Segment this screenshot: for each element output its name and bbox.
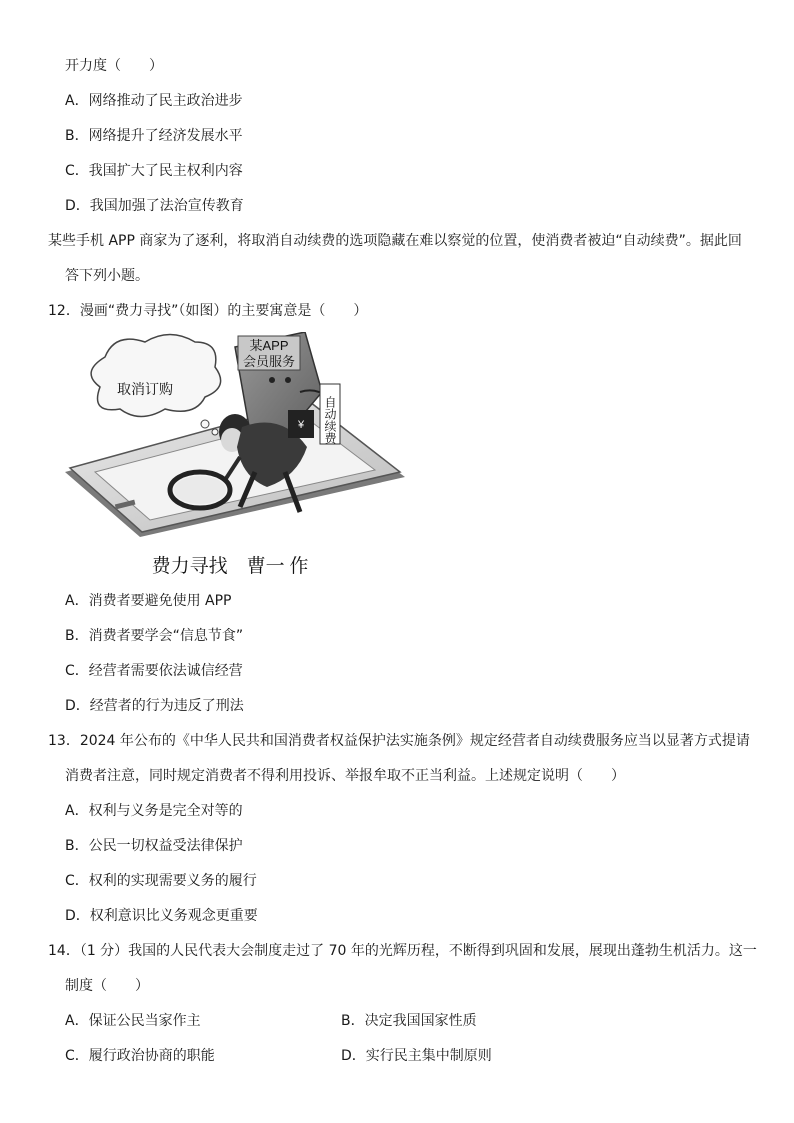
phone-label-line-1: 某APP — [249, 338, 289, 353]
q13-option-b: B．公民一切权益受法律保护 — [65, 838, 243, 854]
q11-option-d: D．我国加强了法治宣传教育 — [65, 198, 244, 214]
q14-stem-line-1: 14．（1 分）我国的人民代表大会制度走过了 70 年的光辉历程，不断得到巩固和发展，展现出蓬勃生机活力。这一 — [48, 943, 757, 959]
thought-cloud — [91, 335, 221, 436]
q12-option-d: D．经营者的行为违反了刑法 — [65, 698, 244, 714]
q11-option-a: A．网络推动了民主政治进步 — [65, 93, 243, 109]
q12-option-b: B．消费者要学会“信息节食” — [65, 628, 244, 644]
q12-option-c: C．经营者需要依法诚信经营 — [65, 663, 243, 679]
q13-stem-line-1: 13．2024 年公布的《中华人民共和国消费者权益保护法实施条例》规定经营者自动续费服务应当以显著方式提请 — [48, 733, 750, 749]
q13-option-c: C．权利的实现需要义务的履行 — [65, 873, 257, 889]
q14-option-c: C．履行政治协商的职能 — [65, 1048, 215, 1064]
q14-option-b: B．决定我国国家性质 — [341, 1013, 477, 1029]
svg-text:¥: ¥ — [298, 419, 305, 431]
q11-option-b: B．网络提升了经济发展水平 — [65, 128, 243, 144]
cartoon-illustration — [60, 332, 410, 582]
auto-renew-sign-text: 自动续费 — [323, 396, 337, 444]
phone-label-line-2: 会员服务 — [242, 354, 296, 369]
q13-option-a: A．权利与义务是完全对等的 — [65, 803, 243, 819]
material-intro-line-2: 答下列小题。 — [65, 268, 149, 284]
q11-option-c: C．我国扩大了民主权利内容 — [65, 163, 243, 179]
cartoon-caption: 费力寻找 曹一 作 — [151, 556, 309, 577]
q12-option-a: A．消费者要避免使用 APP — [65, 593, 232, 609]
q14-option-a: A．保证公民当家作主 — [65, 1013, 201, 1029]
q14-option-d: D．实行民主集中制原则 — [341, 1048, 492, 1064]
q13-stem-line-2: 消费者注意，同时规定消费者不得利用投诉、举报牟取不正当利益。上述规定说明（ ） — [65, 768, 625, 784]
q13-option-d: D．权利意识比义务观念更重要 — [65, 908, 258, 924]
cloud-text: 取消订购 — [117, 381, 173, 397]
q12-stem: 12．漫画“费力寻找”（如图）的主要寓意是（ ） — [48, 303, 368, 319]
material-intro-line-1: 某些手机 APP 商家为了逐利，将取消自动续费的选项隐藏在难以察觉的位置，使消费者被迫“自动续费”。据此回 — [48, 233, 742, 249]
q14-stem-line-2: 制度（ ） — [65, 978, 149, 994]
q11-stem-continuation: 开力度（ ） — [65, 58, 163, 74]
